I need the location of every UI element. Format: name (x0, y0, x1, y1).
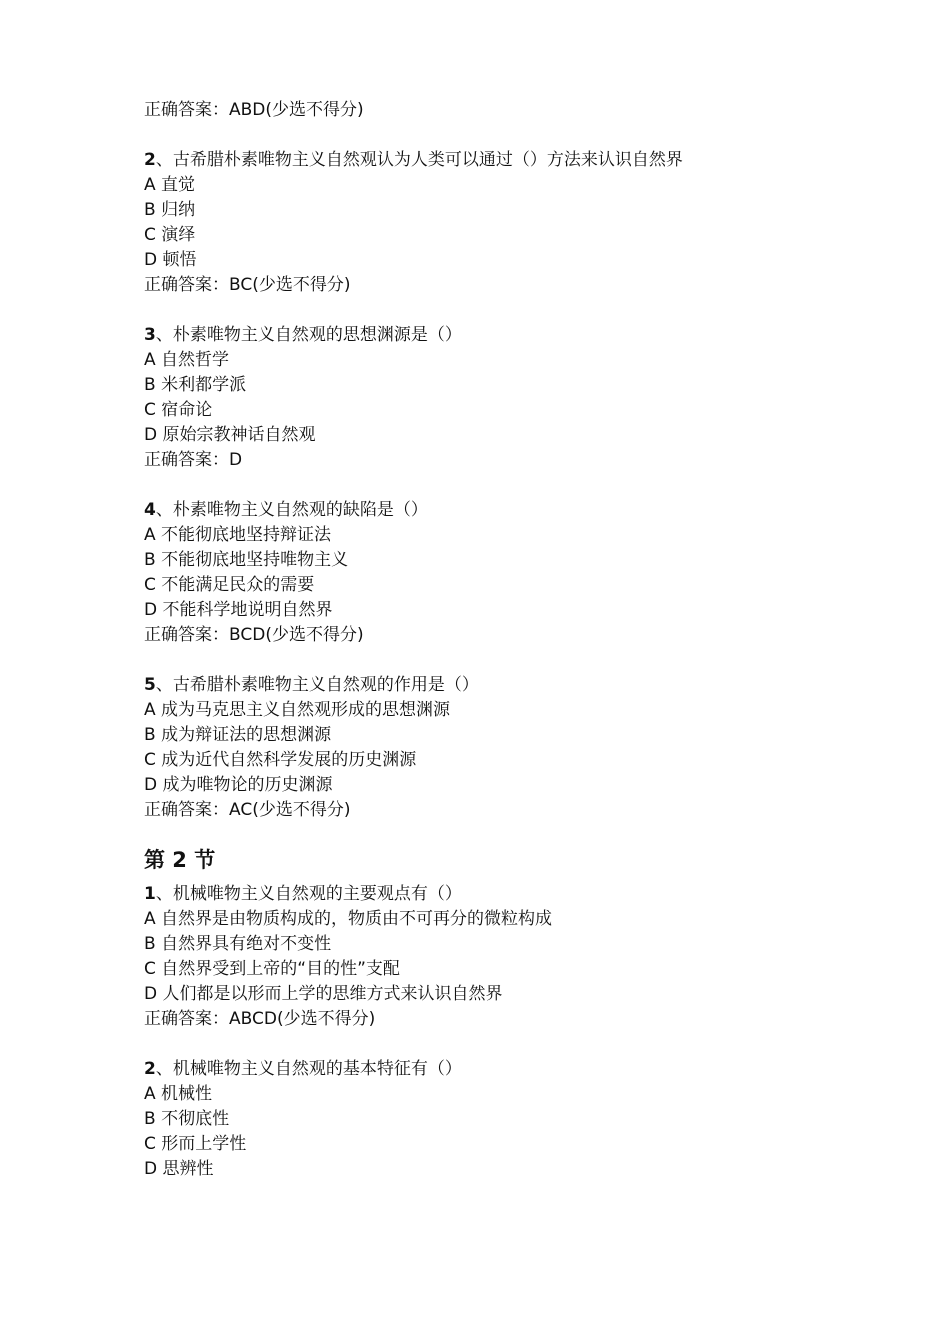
answer-line: 正确答案：ABCD(少选不得分) (144, 1009, 376, 1029)
spacer (144, 123, 904, 148)
question-title (144, 1057, 904, 1082)
question-text: 、古希腊朴素唯物主义自然观认为人类可以通过（）方法来认识自然界 (155, 150, 683, 170)
option-c: C 成为近代自然科学发展的历史渊源 (144, 750, 417, 770)
spacer (144, 648, 904, 673)
option-d: D 人们都是以形而上学的思维方式来认识自然界 (144, 984, 503, 1004)
option-c: C 形而上学性 (144, 1134, 247, 1154)
option-d: D 顿悟 (144, 250, 197, 270)
option-b: B 米利都学派 (144, 375, 247, 395)
question-number: 1 (144, 884, 156, 904)
option-b: B 不彻底性 (144, 1109, 230, 1129)
question-text: 、机械唯物主义自然观的主要观点有（） (155, 884, 462, 904)
answer-line: 正确答案：BC(少选不得分) (144, 275, 351, 295)
document-page (144, 98, 904, 1182)
question-number: 5 (144, 675, 156, 695)
option-b: B 成为辩证法的思想渊源 (144, 725, 332, 745)
spacer (144, 298, 904, 323)
option-a: A 自然哲学 (144, 350, 230, 370)
option-d: D 成为唯物论的历史渊源 (144, 775, 333, 795)
question-text: 、朴素唯物主义自然观的缺陷是（） (155, 500, 428, 520)
option-c: C 宿命论 (144, 400, 213, 420)
question-title (144, 673, 904, 698)
option-b: B 自然界具有绝对不变性 (144, 934, 332, 954)
question-title (144, 148, 904, 173)
option-b: B 归纳 (144, 200, 196, 220)
option-b: B 不能彻底地坚持唯物主义 (144, 550, 349, 570)
option-c: C 不能满足民众的需要 (144, 575, 315, 595)
question-text: 、古希腊朴素唯物主义自然观的作用是（） (155, 675, 479, 695)
option-a: A 直觉 (144, 175, 196, 195)
question-text: 、朴素唯物主义自然观的思想渊源是（） (155, 325, 462, 345)
answer-line: 正确答案：BCD(少选不得分) (144, 625, 364, 645)
question-title (144, 498, 904, 523)
question-title (144, 882, 904, 907)
spacer (144, 1032, 904, 1057)
question-number: 2 (144, 1059, 156, 1079)
option-c: C 演绎 (144, 225, 196, 245)
option-a: A 不能彻底地坚持辩证法 (144, 525, 332, 545)
option-d: D 思辨性 (144, 1159, 214, 1179)
question-title (144, 323, 904, 348)
option-d: D 不能科学地说明自然界 (144, 600, 333, 620)
question-number: 4 (144, 500, 156, 520)
section-heading: 第 2 节 (144, 848, 216, 872)
question-number: 2 (144, 150, 156, 170)
answer-line: 正确答案：D (144, 450, 243, 470)
spacer (144, 473, 904, 498)
option-a: A 机械性 (144, 1084, 213, 1104)
answer-line: 正确答案：AC(少选不得分) (144, 800, 351, 820)
question-text: 、机械唯物主义自然观的基本特征有（） (155, 1059, 462, 1079)
option-a: A 自然界是由物质构成的，物质由不可再分的微粒构成 (144, 909, 553, 929)
option-c: C 自然界受到上帝的“目的性”支配 (144, 959, 400, 979)
option-d: D 原始宗教神话自然观 (144, 425, 316, 445)
option-a: A 成为马克思主义自然观形成的思想渊源 (144, 700, 451, 720)
answer-line: 正确答案：ABD(少选不得分) (144, 100, 364, 120)
question-number: 3 (144, 325, 156, 345)
